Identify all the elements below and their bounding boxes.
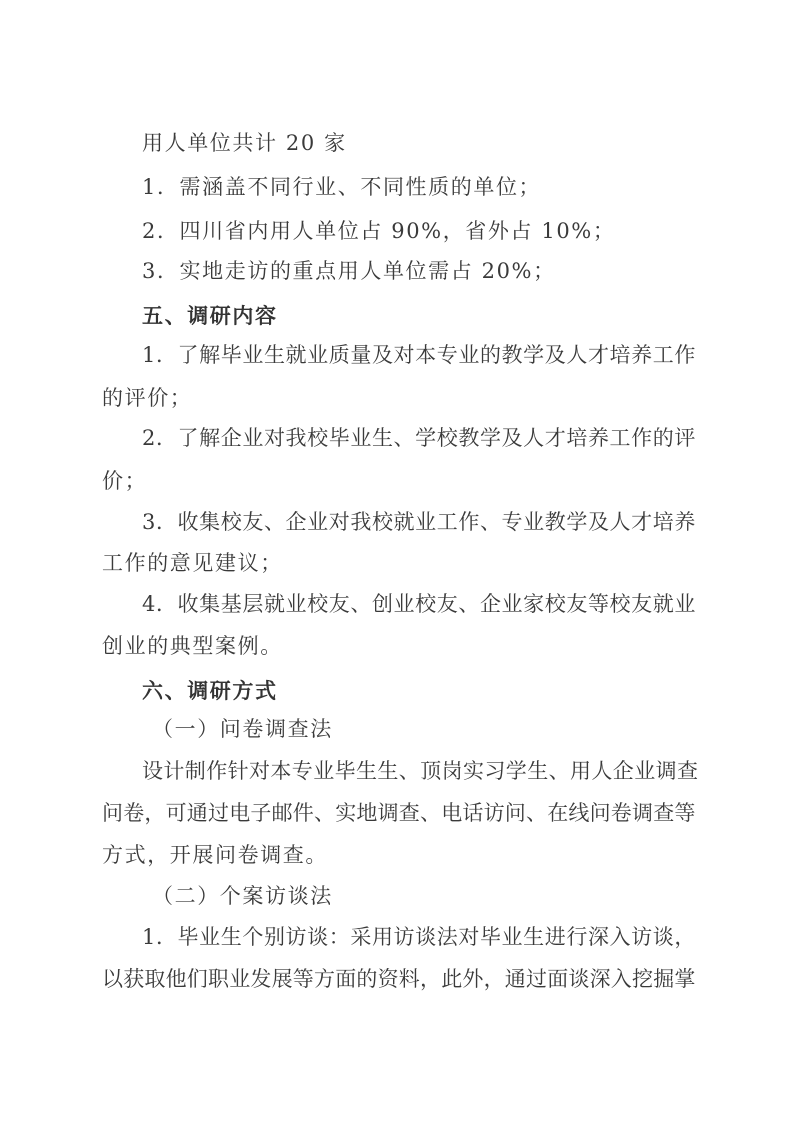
list-item: 2．了解企业对我校毕业生、学校教学及人才培养工作的评 (142, 426, 696, 450)
paragraph-line: 1．毕业生个别访谈：采用访谈法对毕业生进行深入访谈， (142, 925, 696, 949)
paragraph-line: 问卷，可通过电子邮件、实地调查、电话访问、在线问卷调查等 (102, 801, 696, 825)
list-item: 2．四川省内用人单位占 90%，省外占 10%； (142, 219, 616, 243)
list-item: 3．收集校友、企业对我校就业工作、专业教学及人才培养 (142, 510, 696, 534)
subsection-heading: （一）问卷调查法 (152, 717, 333, 741)
list-item: 4．收集基层就业校友、创业校友、企业家校友等校友就业 (142, 592, 696, 616)
paragraph-line: 设计制作针对本专业毕生生、顶岗实习学生、用人企业调查 (142, 759, 699, 783)
list-item-continuation: 的评价； (102, 386, 193, 410)
list-item-continuation: 创业的典型案例。 (102, 634, 283, 658)
list-item: 3．实地走访的重点用人单位需占 20%； (142, 259, 556, 283)
paragraph-line: 用人单位共计 20 家 (142, 131, 347, 155)
section-heading: 五、调研内容 (142, 304, 278, 328)
list-item: 1．需涵盖不同行业、不同性质的单位； (142, 175, 542, 199)
list-item-continuation: 工作的意见建议； (102, 551, 283, 575)
section-heading: 六、调研方式 (142, 679, 278, 703)
paragraph-line: 方式，开展问卷调查。 (102, 843, 328, 867)
subsection-heading: （二）个案访谈法 (152, 884, 333, 908)
list-item-continuation: 价； (102, 469, 148, 493)
paragraph-line: 以获取他们职业发展等方面的资料，此外，通过面谈深入挖掘掌 (102, 967, 696, 991)
list-item: 1．了解毕业生就业质量及对本专业的教学及人才培养工作 (142, 343, 696, 367)
